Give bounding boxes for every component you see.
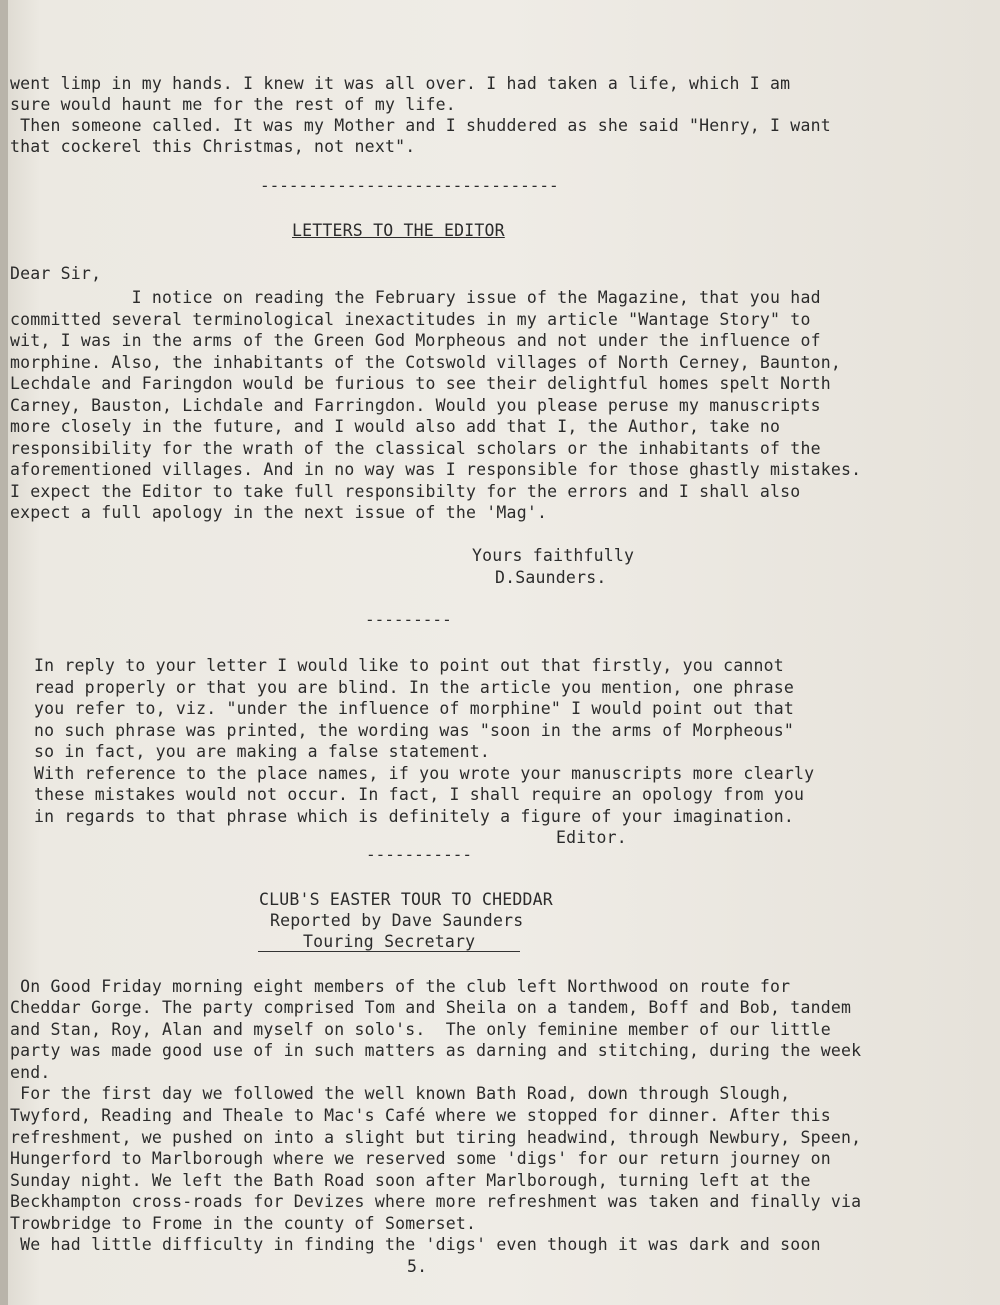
tour-line: end.: [10, 1063, 51, 1082]
letter-line: aforementioned villages. And in no way was I responsible for those ghastly mistakes.: [10, 460, 862, 479]
tour-line: and Stan, Roy, Alan and myself on solo's. The only feminine member of our little: [10, 1020, 831, 1039]
tour-role: Touring Secretary: [303, 932, 476, 951]
reply-line: these mistakes would not occur. In fact, I shall require an opology from you: [34, 785, 805, 804]
tour-line: Trowbridge to Frome in the county of Somerset.: [10, 1214, 477, 1233]
story-line: went limp in my hands. I knew it was all over. I had taken a life, which I am: [10, 74, 791, 93]
tour-line: Beckhampton cross-roads for Devizes where more refreshment was taken and finally via: [10, 1192, 862, 1211]
reply-line: in regards to that phrase which is definitely a figure of your imagination.: [34, 807, 795, 826]
letter-line: morphine. Also, the inhabitants of the Cotswold villages of North Cerney, Baunton,: [10, 353, 841, 372]
tour-line: Twyford, Reading and Theale to Mac's Café where we stopped for dinner. After this: [10, 1106, 831, 1125]
tour-line: refreshment, we pushed on into a slight but tiring headwind, through Newbury, Speen,: [10, 1128, 862, 1147]
reply-line: With reference to the place names, if you wrote your manuscripts more clearly: [34, 764, 815, 783]
letter-line: wit, I was in the arms of the Green God Morpheous and not under the influence of: [10, 331, 821, 350]
letter-signature: D.Saunders.: [495, 568, 607, 587]
tour-line: On Good Friday morning eight members of the club left Northwood on route for: [10, 977, 791, 996]
tour-byline: Reported by Dave Saunders: [270, 911, 524, 930]
letters-heading: LETTERS TO THE EDITOR: [292, 221, 505, 240]
letter-closing: Yours faithfully: [472, 546, 635, 565]
binding-gutter: [0, 0, 8, 1305]
letter-line: responsibility for the wrath of the classical scholars or the inhabitants of the: [10, 439, 821, 458]
tour-line: Sunday night. We left the Bath Road soon after Marlborough, turning left at the: [10, 1171, 811, 1190]
tour-line: For the first day we followed the well known Bath Road, down through Slough,: [10, 1084, 791, 1103]
section-divider: -----------: [366, 845, 472, 864]
page-number: 5.: [407, 1257, 428, 1276]
letter-line: more closely in the future, and I would also add that I, the Author, take no: [10, 417, 781, 436]
letter-line: committed several terminological inexactitudes in my article "Wantage Story" to: [10, 310, 811, 329]
reply-line: no such phrase was printed, the wording was "soon in the arms of Morpheous": [34, 721, 795, 740]
tour-line: Hungerford to Marlborough where we reserved some 'digs' for our return journey on: [10, 1149, 831, 1168]
story-line: Then someone called. It was my Mother and I shuddered as she said "Henry, I want: [10, 116, 831, 135]
letter-line: I expect the Editor to take full responsibilty for the errors and I shall also: [10, 482, 801, 501]
reply-signature: Editor.: [556, 828, 627, 847]
reply-line: so in fact, you are making a false statement.: [34, 742, 491, 761]
letter-line: I notice on reading the February issue of the Magazine, that you had: [10, 288, 821, 307]
tour-line: Cheddar Gorge. The party comprised Tom and Sheila on a tandem, Boff and Bob, tandem: [10, 998, 852, 1017]
letter-line: Carney, Bauston, Lichdale and Farringdon. Would you please peruse my manuscripts: [10, 396, 821, 415]
letter-line: Lechdale and Faringdon would be furious to see their delightful homes spelt North: [10, 374, 831, 393]
tour-line: We had little difficulty in finding the 'digs' even though it was dark and soon: [10, 1235, 821, 1254]
section-divider: ---------: [365, 610, 452, 629]
letter-line: expect a full apology in the next issue of the 'Mag'.: [10, 503, 548, 522]
section-divider: -------------------------------: [260, 176, 559, 195]
story-line: that cockerel this Christmas, not next".: [10, 137, 416, 156]
reply-line: you refer to, viz. "under the influence of morphine" I would point out that: [34, 699, 795, 718]
reply-line: In reply to your letter I would like to point out that firstly, you cannot: [34, 656, 784, 675]
heading-underline: [258, 951, 520, 952]
tour-title: CLUB'S EASTER TOUR TO CHEDDAR: [259, 890, 553, 909]
reply-line: read properly or that you are blind. In the article you mention, one phrase: [34, 678, 795, 697]
tour-line: party was made good use of in such matters as darning and stitching, during the week: [10, 1041, 862, 1060]
story-line: sure would haunt me for the rest of my life.: [10, 95, 456, 114]
letter-salutation: Dear Sir,: [10, 264, 102, 283]
